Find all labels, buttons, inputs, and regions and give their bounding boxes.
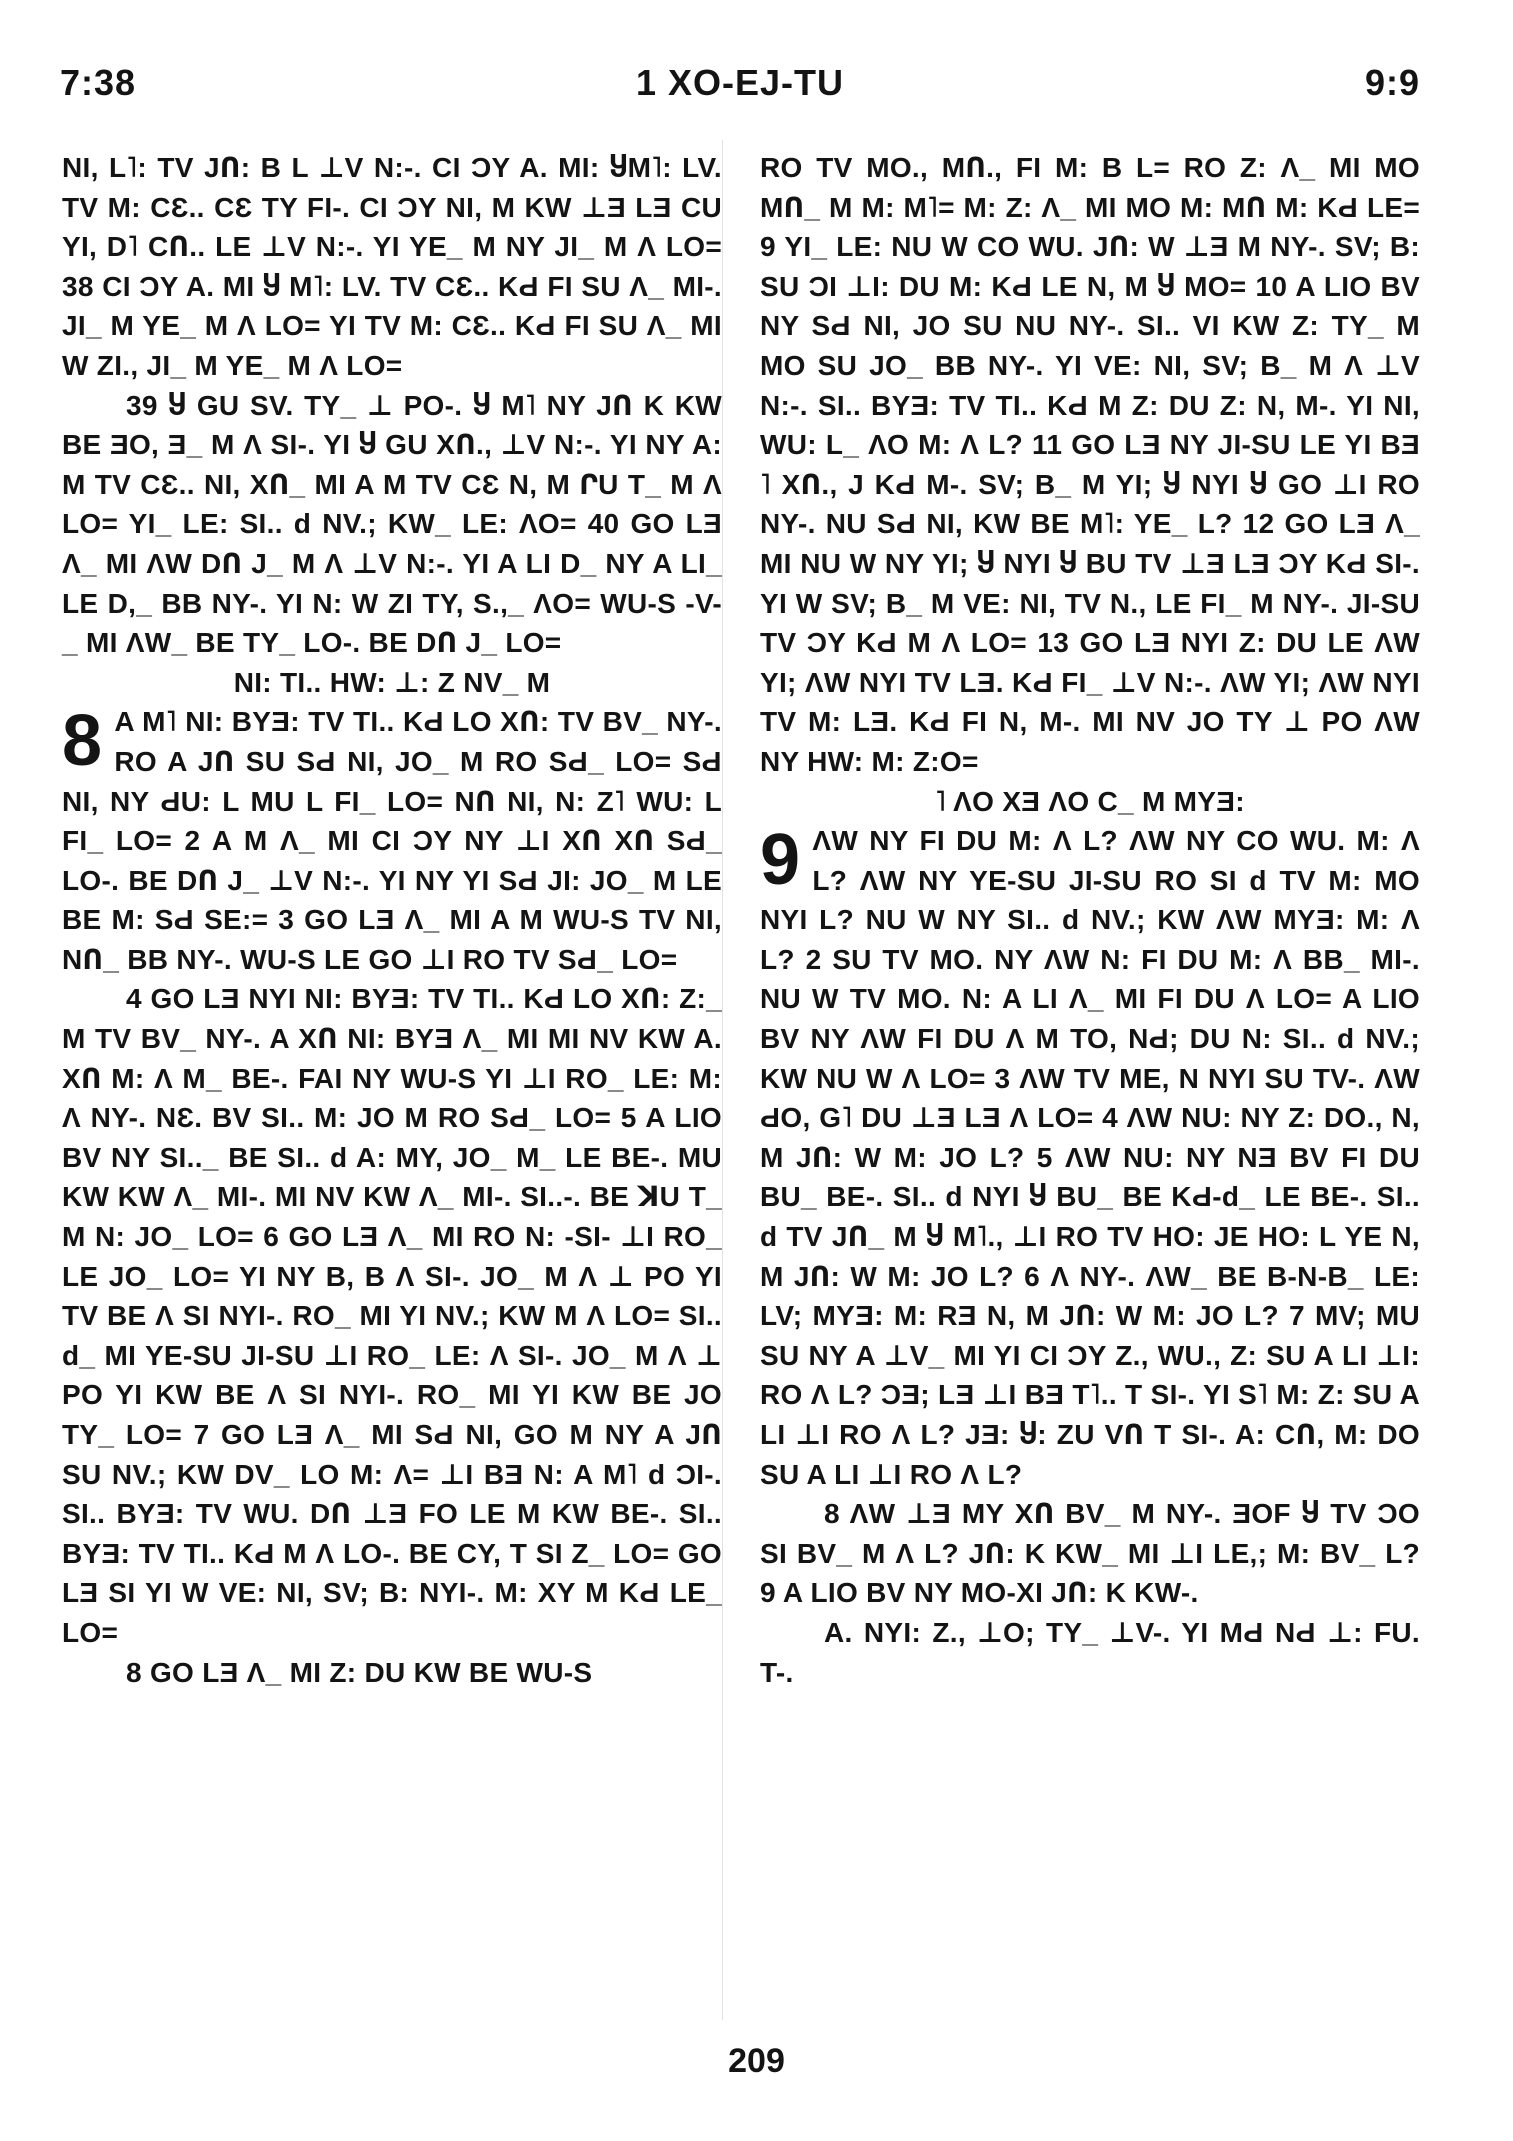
verse-number: 8	[126, 1656, 142, 1688]
verse-text: MV; MU SU NY A ⊥V_ MI YI CI ƆY Z., WU., Z: SU A LI ⊥I: RO Λ L? ƆƎ; LƎ ⊥I BƎ T˥.. T SI-. YI S˥ M: Z: SU A LI ⊥I RO Λ L? JƎ: Ⴘ: ZU VՈ T SI-. A: CՈ, M: DO SU A LI ⊥I RO Λ L?	[760, 1300, 1420, 1490]
paragraph	[62, 1653, 722, 1693]
verse-number: 9	[760, 1577, 776, 1609]
verse-number: 2	[184, 825, 201, 857]
verse-number: 4	[126, 983, 142, 1015]
running-header	[60, 62, 1420, 122]
verse-text: Ⴘ GU SV. TY_ ⊥ PO-. Ⴘ M˥ NY JՈ K KW BE ƎO, Ǝ_ M Λ SI-. YI Ⴘ GU XՈ., ⊥V N:-. YI NY A: M TV CƐ.. NI, XՈ_ MI A M TV CƐ N, M ՐU T_ M Λ LO= YI_ LE: SI.. d NV.; KW_ LE: ΛO=	[62, 389, 722, 540]
verse-text: ΛW NU: NY NƎ BV FI DU BU_ BE-. SI.. d NYI Ⴘ BU_ BE KԀ-d_ LE BE-. SI.. d TV JՈ_ M Ⴘ M˥., ⊥I RO TV HO: JE HO: L YE N, M JՈ: W M: JO L?	[760, 1141, 1420, 1292]
verse-text: RO TV MO., MՈ., FI M: B L= RO Z: Λ_ MI MO MՈ_ M M: M˥= M: Z: Λ_ MI MO M: MՈ M: KԀ LE=	[760, 152, 1420, 223]
verse-text: GO LƎ NYI Z: DU LE ΛW YI; ΛW NYI TV LƎ. KԀ FI_ ⊥V N:-. ΛW YI; ΛW NYI TV M: LƎ. KԀ FI N, M-. MI NV JO TY ⊥ PO ΛW NY HW: M: Z:O=	[760, 627, 1420, 777]
verse-text: GO LƎ Λ_ MI RO N: -SI- ⊥I RO_ LE JO_ LO= YI NY B, B Λ SI-. JO_ M Λ ⊥ PO YI TV BE Λ SI NYI-. RO_ MI YI NV.; KW M Λ LO= SI.. d_ MI YE-SU JI-SU ⊥I RO_ LE: Λ SI-. JO_ M Λ ⊥ PO YI KW BE Λ SI NYI-. RO_ MI YI KW BE JO TY_ LO=	[62, 1221, 722, 1450]
header-reference-right: 9:9	[1364, 62, 1420, 103]
chapter-paragraph	[62, 702, 722, 979]
verse-number: 9	[760, 231, 776, 263]
verse-number: 4	[1102, 1102, 1118, 1134]
verse-number: 12	[1242, 508, 1275, 540]
left-column	[62, 148, 722, 1692]
verse-number: 6	[263, 1221, 280, 1253]
verse-number: 39	[126, 389, 158, 421]
verse-text: GO LƎ Λ_ MI ΛW DՈ J_ M Λ ⊥V N:-. YI A LI D_ NY A LI_ LE D,_ BB NY-. YI N: W ZI TY, S.,_ ΛO= WU-S -V-_ MI ΛW_ BE TY_ LO-. BE DՈ J_ LO=	[62, 508, 722, 659]
page-gutter	[722, 140, 723, 2020]
verse-text: A LIO BV NY SI.._ BE SI.. d A: MY, JO_ M_ LE BE-. MU KW KW Λ_ MI-. MI NV KW Λ_ MI-. SI..-. BE ꓘU T_ M N: JO_ LO=	[62, 1102, 722, 1253]
paragraph	[62, 979, 722, 1652]
right-column	[760, 148, 1420, 1692]
verse-text: ΛW NU: NY Z: DO., N, M JՈ: W M: JO L?	[760, 1102, 1420, 1173]
verse-number: 5	[620, 1102, 637, 1134]
verse-number: 7	[1289, 1300, 1305, 1332]
verse-text: A M Λ_ MI CI ƆY NY ⊥I XՈ XՈ SԀ_ LO-. BE DՈ J_ ⊥V N:-. YI NY YI SԀ JI: JO_ M LE BE M: SԀ SE:=	[62, 825, 722, 936]
verse-text: YI_ LE: NU W CO WU. JՈ: W ⊥Ǝ M NY-. SV; B: SU ƆI ⊥I: DU M: KԀ LE N, M Ⴘ MO=	[760, 231, 1420, 302]
verse-text: GO LƎ NY JI-SU LE YI BƎ ˥ XՈ., J KԀ M-. SV; B_ M YI; Ⴘ NYI Ⴘ GO ⊥I RO NY-. NU SԀ NI, KW BE M˥: YE_ L?	[760, 429, 1420, 540]
page-number: 209	[728, 2042, 785, 2080]
verse-number: 2	[805, 943, 822, 975]
chapter-paragraph	[760, 821, 1420, 1494]
verse-number: 5	[1036, 1141, 1053, 1173]
verse-text: Λ NY-. ΛW_ BE B-N-B_ LE: LV; MYƎ: M: RƎ N, M JՈ: W M: JO L?	[760, 1260, 1420, 1332]
paragraph	[62, 148, 722, 386]
verse-text: CI ƆY A. MI Ⴘ M˥: LV. TV CƐ.. KԀ FI SU Λ_ MI-. JI_ M YE_ M Λ LO= YI TV M: CƐ.. KԀ FI SU Λ_ MI W ZI., JI_ M YE_ M Λ LO=	[62, 270, 722, 381]
section-heading: NI: TI.. HW: ⊥: Z NV_ M	[233, 666, 551, 698]
verse-text: ΛW TV ME, N NYI SU TV-. ΛW ԀO, G˥ DU ⊥Ǝ LƎ Λ LO=	[760, 1062, 1420, 1134]
verse-number: 38	[62, 270, 94, 302]
paragraph	[62, 386, 722, 663]
verse-text: GO LƎ Λ_ MI SԀ NI, GO M NY A JՈ SU NV.; KW DV_ LO M: Λ= ⊥I BƎ N: A M˥ d ƆI-. SI.. BYƎ: TV WU. DՈ ⊥Ǝ FO LE M KW BE-. SI.. BYƎ: TV TI.. KԀ M Λ LO-. BE CY, T SI Z_ LO= GO LƎ SI YI W VE: NI, SV; B: NYI-. M: XY M KԀ LE_ LO=	[62, 1419, 722, 1648]
verse-text: A LIO BV NY MO-XI JՈ: K KW-.	[782, 1577, 1199, 1609]
verse-text: A. NYI: Z., ⊥O; TY_ ⊥V-. YI MԀ NԀ ⊥: FU. T-.	[760, 1616, 1420, 1688]
section-heading: ˥ ΛO XƎ ΛO C_ M MYƎ:	[935, 785, 1245, 817]
header-book-title: 1 XO-EJ-TU	[635, 62, 845, 103]
verse-text: GO LƎ Λ_ MI NU W NY YI; Ⴘ NYI Ⴘ BU TV ⊥Ǝ LƎ ƆY KԀ SI-. YI W SV; B_ M VE: NI, TV N., LE FI_ M NY-. JI-SU TV ƆY KԀ M Λ LO=	[760, 508, 1420, 659]
paragraph	[760, 1613, 1420, 1692]
verse-text: GO LƎ NYI NI: BYƎ: TV TI.. KԀ LO XՈ: Z:_ M TV BV_ NY-. A XՈ NI: BYƎ Λ_ MI MI NV KW A. XՈ M: Λ M_ BE-. FAI NY WU-S YI ⊥I RO_ LE: M: Λ NY-. NƐ. BV SI.. M: JO M RO SԀ_ LO=	[62, 983, 722, 1134]
verse-number: 8	[824, 1498, 840, 1530]
chapter-number: 9	[760, 820, 801, 901]
verse-text: ΛW NY FI DU M: Λ L? ΛW NY CO WU. M: Λ L? ΛW NY YE-SU JI-SU RO SI d TV M: MO NYI L? NU W NY SI.. d NV.; KW ΛW MYƎ: M: Λ L?	[760, 825, 1420, 975]
paragraph	[760, 1494, 1420, 1613]
verse-text: ΛW ⊥Ǝ MY XՈ BV_ M NY-. ƎOF Ⴘ TV ƆO SI BV_ M Λ L? JՈ: K KW_ MI ⊥I LE,; M: BV_ L?	[760, 1498, 1421, 1569]
verse-number: 6	[1024, 1260, 1041, 1292]
header-reference-left: 7:38	[60, 62, 137, 103]
verse-text: GO LƎ Λ_ MI A M WU-S TV NI, NՈ_ BB NY-. WU-S LE GO ⊥I RO TV SԀ_ LO=	[62, 904, 722, 975]
verse-text: SU TV MO. NY ΛW N: FI DU M: Λ BB_ MI-. NU W TV MO. N: A LI Λ_ MI FI DU Λ LO= A LIO BV NY ΛW FI DU Λ M TO, NԀ; DU N: SI.. d NV.; KW NU W Λ LO=	[760, 943, 1420, 1094]
verse-number: 11	[1032, 429, 1063, 461]
verse-text: A M˥ NI: BYƎ: TV TI.. KԀ LO XՈ: TV BV_ NY-. RO A JՈ SU SԀ NI, JO_ M RO SԀ_ LO= SԀ NI, NY ԀU: L MU L FI_ LO= NՈ NI, N: Z˥ WU: L FI_ LO=	[62, 706, 722, 857]
verse-text: NI, L˥: TV JՈ: B L ⊥V N:-. CI ƆY A. MI: ႸM˥: LV. TV M: CƐ.. CƐ TY FI-. CI ƆY NI, M KW ⊥Ǝ LƎ CU YI, D˥ CՈ.. LE ⊥V N:-. YI YE_ M NY JI_ M Λ LO=	[62, 152, 722, 263]
verse-number: 10	[1255, 270, 1288, 302]
verse-number: 7	[193, 1419, 210, 1450]
chapter-number: 8	[62, 701, 103, 782]
verse-number: 3	[994, 1062, 1011, 1094]
verse-text: GO LƎ Λ_ MI Z: DU KW BE WU-S	[149, 1656, 593, 1688]
verse-number: 40	[587, 508, 620, 540]
verse-text: A LIO BV NY SԀ NI, JO SU NU NY-. SI.. VI KW Z: TY_ M MO SU JO_ BB NY-. YI VE: NI, SV; B_ M Λ ⊥V N:-. SI.. BYƎ: TV TI.. KԀ M Z: DU Z: N, M-. YI NI, WU: L_ ΛO M: Λ L?	[760, 270, 1421, 461]
verse-number: 3	[278, 904, 295, 936]
verse-number: 13	[1037, 627, 1070, 659]
paragraph	[760, 148, 1420, 782]
